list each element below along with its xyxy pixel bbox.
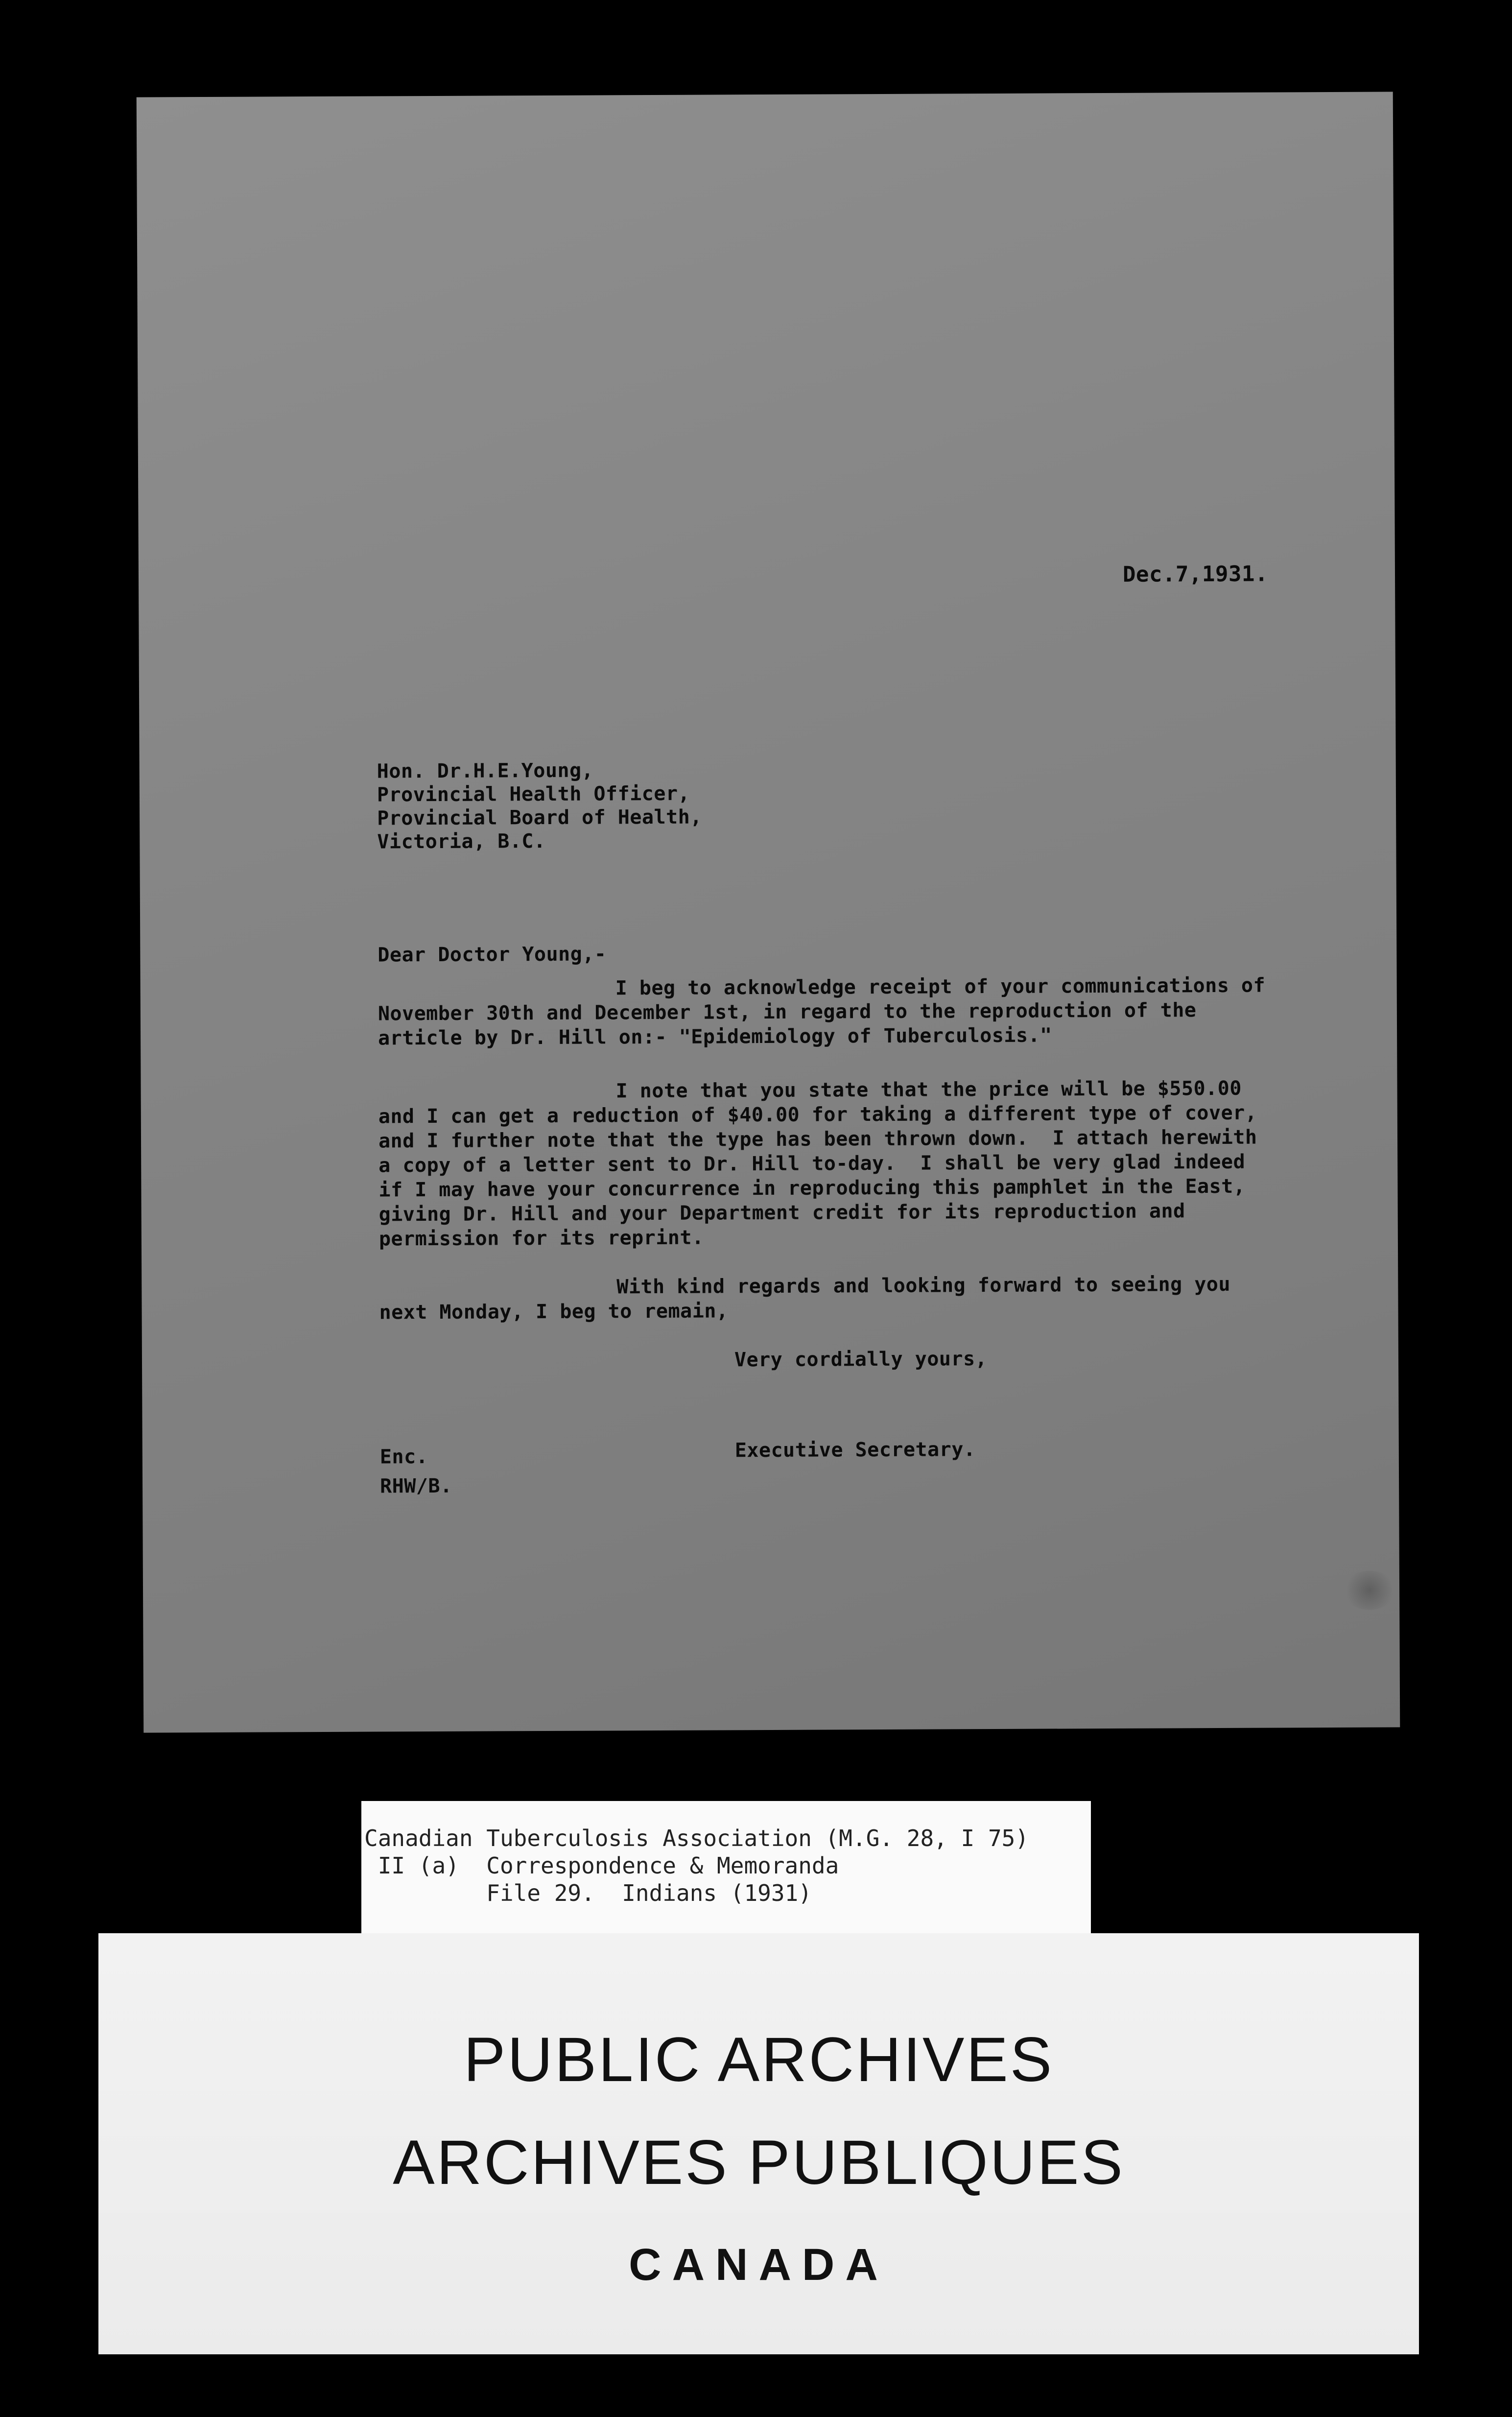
paragraph2-line: I note that you state that the price will be $550.00 [615,1077,1242,1103]
paragraph2-line: if I may have your concurrence in reproducing this pamphlet in the East, [378,1175,1246,1202]
label-line-2: II (a) Correspondence & Memoranda [364,1852,839,1879]
closing: Very cordially yours, [734,1348,988,1372]
paragraph3-line: next Monday, I beg to remain, [379,1300,729,1324]
letter-date: Dec.7,1931. [1122,561,1269,587]
paragraph2-line: giving Dr. Hill and your Department credit for its reproduction and [378,1200,1185,1226]
signature-title: Executive Secretary. [734,1438,976,1462]
paragraph2-line: and I can get a reduction of $40.00 for taking a different type of cover, [378,1101,1257,1128]
paragraph1-line: November 30th and December 1st, in regard to the reproduction of the [378,999,1197,1025]
salutation: Dear Doctor Young,- [378,943,607,967]
archives-country: CANADA [629,2240,889,2290]
paper-smudge [1343,1570,1396,1610]
archive-file-label [361,1801,1091,1933]
address-line: Hon. Dr.H.E.Young, [377,759,594,783]
address-line: Victoria, B.C. [377,829,546,853]
paragraph1-line: I beg to acknowledge receipt of your communications of [615,974,1266,1000]
paragraph2-line: and I further note that the type has been thrown down. I attach herewith [378,1126,1257,1153]
paragraph1-line: article by Dr. Hill on:- "Epidemiology of Tuberculosis." [378,1024,1052,1050]
archives-french: ARCHIVES PUBLIQUES [393,2128,1125,2198]
address-line: Provincial Board of Health, [377,806,702,830]
public-archives-banner [98,1933,1419,2354]
initials: RHW/B. [380,1474,452,1498]
enclosure-note: Enc. [379,1445,428,1469]
archives-english: PUBLIC ARCHIVES [463,2025,1054,2095]
label-line-1: Canadian Tuberculosis Association (M.G. 28, I 75) [364,1825,1029,1851]
paragraph3-line: With kind regards and looking forward to seeing you [616,1273,1231,1299]
paragraph2-line: permission for its reprint. [378,1226,704,1251]
label-line-3: File 29. Indians (1931) [364,1880,812,1906]
paragraph2-line: a copy of a letter sent to Dr. Hill to-day. I shall be very glad indeed [378,1150,1246,1177]
address-line: Provincial Health Officer, [377,782,690,806]
letter-page [137,92,1400,1732]
